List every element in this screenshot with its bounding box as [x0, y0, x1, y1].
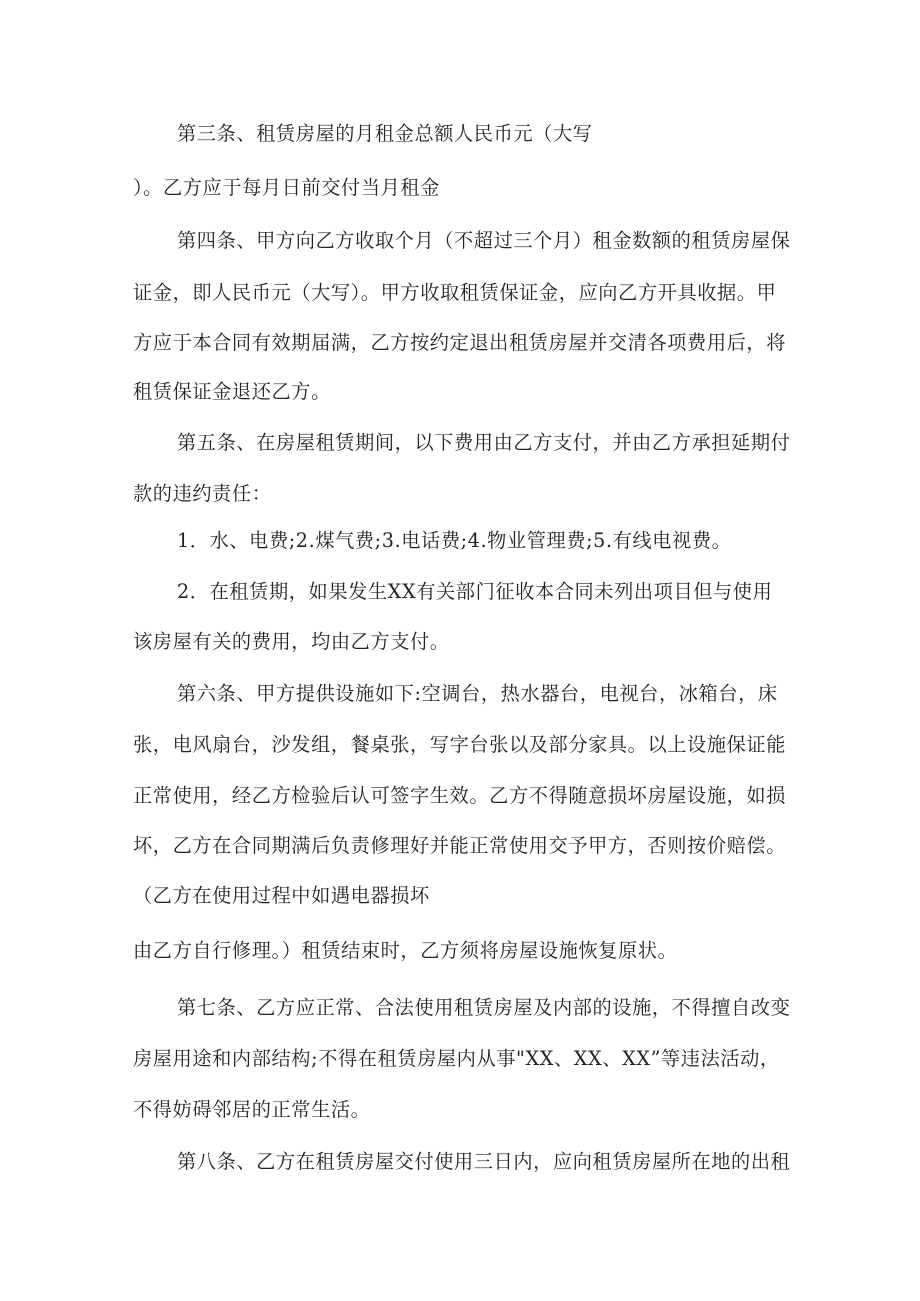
- paragraph-article-8-line-1: 第八条、乙方在租赁房屋交付使用三日内，应向租赁房屋所在地的出租: [177, 1150, 791, 1173]
- paragraph-article-6-line-4: 坏，乙方在合同期满后负责修理好并能正常使用交予甲方，否则按价赔偿。: [133, 834, 786, 857]
- paragraph-article-7-line-1: 第七条、乙方应正常、合法使用租赁房屋及内部的设施，不得擅自改变: [177, 996, 791, 1019]
- paragraph-article-7-line-3: 不得妨碍邻居的正常生活。: [133, 1098, 371, 1121]
- paragraph-article-6-line-2: 张，电风扇台，沙发组，餐桌张，写字台张以及部分家具。以上设施保证能: [133, 733, 786, 756]
- paragraph-article-4-line-2: 证金，即人民币元（大写）。甲方收取租赁保证金，应向乙方开具收据。甲: [133, 281, 777, 304]
- paragraph-article-4-line-4: 租赁保证金退还乙方。: [133, 380, 331, 403]
- paragraph-article-6-line-5: （乙方在使用过程中如遇电器损坏: [133, 884, 430, 907]
- paragraph-article-5-line-1: 第五条、在房屋租赁期间，以下费用由乙方支付，并由乙方承担延期付: [177, 431, 791, 454]
- paragraph-article-7-line-2: 房屋用途和内部结构;不得在租赁房屋内从事"XX、XX、XX”等违法活动，: [133, 1047, 780, 1070]
- paragraph-article-3-line-1: 第三条、租赁房屋的月租金总额人民币元（大写: [177, 122, 593, 145]
- list-item-1: 1．水、电费;2.煤气费;3.电话费;4.物业管理费;5.有线电视费。: [177, 529, 732, 552]
- paragraph-article-4-line-1: 第四条、甲方向乙方收取个月（不超过三个月）租金数额的租赁房屋保: [177, 229, 791, 252]
- list-item-2-line-1: 2．在租赁期，如果发生XX有关部门征收本合同未列出项目但与使用: [177, 580, 773, 603]
- list-item-2-line-2: 该房屋有关的费用，均由乙方支付。: [133, 630, 450, 653]
- paragraph-article-6-line-1: 第六条、甲方提供设施如下:空调台，热水器台，电视台，冰箱台，床: [177, 682, 778, 705]
- paragraph-article-5-line-2: 款的违约责任：: [133, 482, 272, 505]
- paragraph-article-6-line-6: 由乙方自行修理。）租赁结束时，乙方须将房屋设施恢复原状。: [133, 939, 678, 962]
- paragraph-article-4-line-3: 方应于本合同有效期届满，乙方按约定退出租赁房屋并交清各项费用后，将: [133, 331, 786, 354]
- paragraph-article-3-line-2: ）。乙方应于每月日前交付当月租金: [133, 176, 440, 199]
- paragraph-article-6-line-3: 正常使用，经乙方检验后认可签字生效。乙方不得随意损坏房屋设施，如损: [133, 784, 786, 807]
